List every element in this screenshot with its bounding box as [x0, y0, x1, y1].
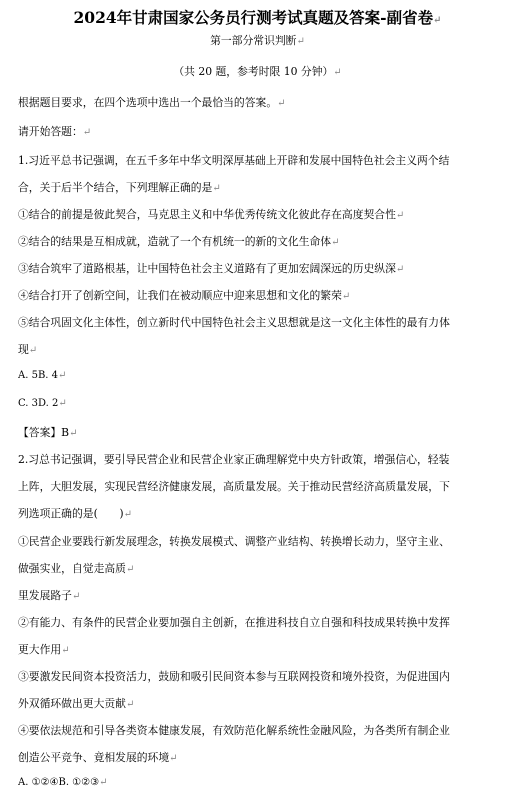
- paragraph-mark-icon: ↵: [82, 127, 92, 138]
- paragraph-mark-icon: ↵: [123, 509, 132, 520]
- paragraph-mark-icon: ↵: [125, 564, 135, 575]
- paragraph-mark-icon: ↵: [69, 428, 78, 439]
- q2-option-1-line-3: 里发展路子↵: [18, 589, 81, 602]
- paragraph-mark-icon: ↵: [99, 777, 108, 788]
- paragraph-mark-icon: ↵: [169, 753, 178, 764]
- q1-option-5-line-1: ⑤结合巩固文化主体性，创立新时代中国特色社会主义思想就是这一文化主体性的最有力体: [18, 316, 450, 329]
- paragraph-mark-icon: ↵: [333, 67, 342, 78]
- q2-option-2-line-2: 更大作用↵: [18, 643, 70, 656]
- paragraph-mark-icon: ↵: [61, 645, 70, 656]
- section-title: 第一部分常识判断↵: [210, 34, 305, 47]
- paragraph-mark-icon: ↵: [331, 237, 340, 248]
- paragraph-mark-icon: ↵: [433, 15, 442, 26]
- q2-option-2-line-1: ②有能力、有条件的民营企业要加强自主创新，在推进科技自立自强和科技成果转换中发挥: [18, 616, 450, 629]
- section-note: （共 20 题，参考时限 10 分钟）↵: [173, 65, 342, 78]
- q2-option-1-line-1: ①民营企业要践行新发展理念，转换发展模式、调整产业结构、转换增长动力，坚守主业、: [18, 535, 450, 548]
- paragraph-mark-icon: ↵: [58, 398, 67, 409]
- start-text: 请开始答题：↵: [18, 125, 92, 138]
- q2-stem-line-2: 上阵，大胆发展，实现民营经济健康发展，高质量发展。关于推动民营经济高质量发展，下: [18, 480, 450, 493]
- q2-option-3-line-2: 外双循环做出更大贡献↵: [18, 697, 135, 710]
- paragraph-mark-icon: ↵: [395, 264, 405, 275]
- paragraph-mark-icon: ↵: [296, 36, 305, 47]
- q1-choice-line-1: A. 5B. 4↵: [18, 370, 67, 381]
- q1-option-1: ①结合的前提是彼此契合，马克思主义和中华优秀传统文化彼此存在高度契合性↵: [18, 208, 405, 221]
- q1-stem-line-2: 合，关于后半个结合，下列理解正确的是↵: [18, 181, 221, 194]
- q1-answer: 【答案】B↵: [18, 426, 78, 439]
- q2-option-3-line-1: ③要激发民间资本投资活力，鼓励和吸引民间资本参与互联网投资和境外投资，为促进国内: [18, 670, 450, 683]
- q1-choice-line-2: C. 3D. 2↵: [18, 398, 67, 409]
- q1-option-3: ③结合筑牢了道路根基，让中国特色社会主义道路有了更加宏阔深远的历史纵深↵: [18, 262, 405, 275]
- q1-option-2: ②结合的结果是互相成就，造就了一个有机统一的新的文化生命体↵: [18, 235, 340, 248]
- q2-choice-line-1: A. ①②④B. ①②③↵: [18, 777, 108, 788]
- paragraph-mark-icon: ↵: [341, 291, 351, 302]
- q2-option-1-line-2: 做强实业，自觉走高质↵: [18, 562, 135, 575]
- paragraph-mark-icon: ↵: [71, 591, 81, 602]
- paragraph-mark-icon: ↵: [212, 183, 221, 194]
- paragraph-mark-icon: ↵: [28, 345, 38, 356]
- document-title: 2024年甘肃国家公务员行测考试真题及答案-副省卷↵: [73, 8, 442, 27]
- instruction-text: 根据题目要求，在四个选项中选出一个最恰当的答案。↵: [18, 96, 286, 109]
- q2-stem-line-1: 2.习总书记强调，要引导民营企业和民营企业家正确理解党中央方针政策，增强信心，轻装: [18, 453, 450, 466]
- paragraph-mark-icon: ↵: [125, 699, 135, 710]
- q1-stem-line-1: 1.习近平总书记强调，在五千多年中华文明深厚基础上开辟和发展中国特色社会主义两个结: [18, 154, 450, 167]
- q2-stem-line-3: 列选项正确的是( )↵: [18, 507, 132, 520]
- q2-option-4-line-1: ④要依法规范和引导各类资本健康发展，有效防范化解系统性金融风险，为各类所有制企业: [18, 724, 450, 737]
- paragraph-mark-icon: ↵: [395, 210, 405, 221]
- q1-option-5-line-2: 现↵: [18, 343, 38, 356]
- q1-option-4: ④结合打开了创新空间，让我们在被动顺应中迎来思想和文化的繁荣↵: [18, 289, 351, 302]
- paragraph-mark-icon: ↵: [58, 370, 67, 381]
- paragraph-mark-icon: ↵: [277, 98, 286, 109]
- q2-option-4-line-2: 创造公平竞争、竟相发展的环境↵: [18, 751, 178, 764]
